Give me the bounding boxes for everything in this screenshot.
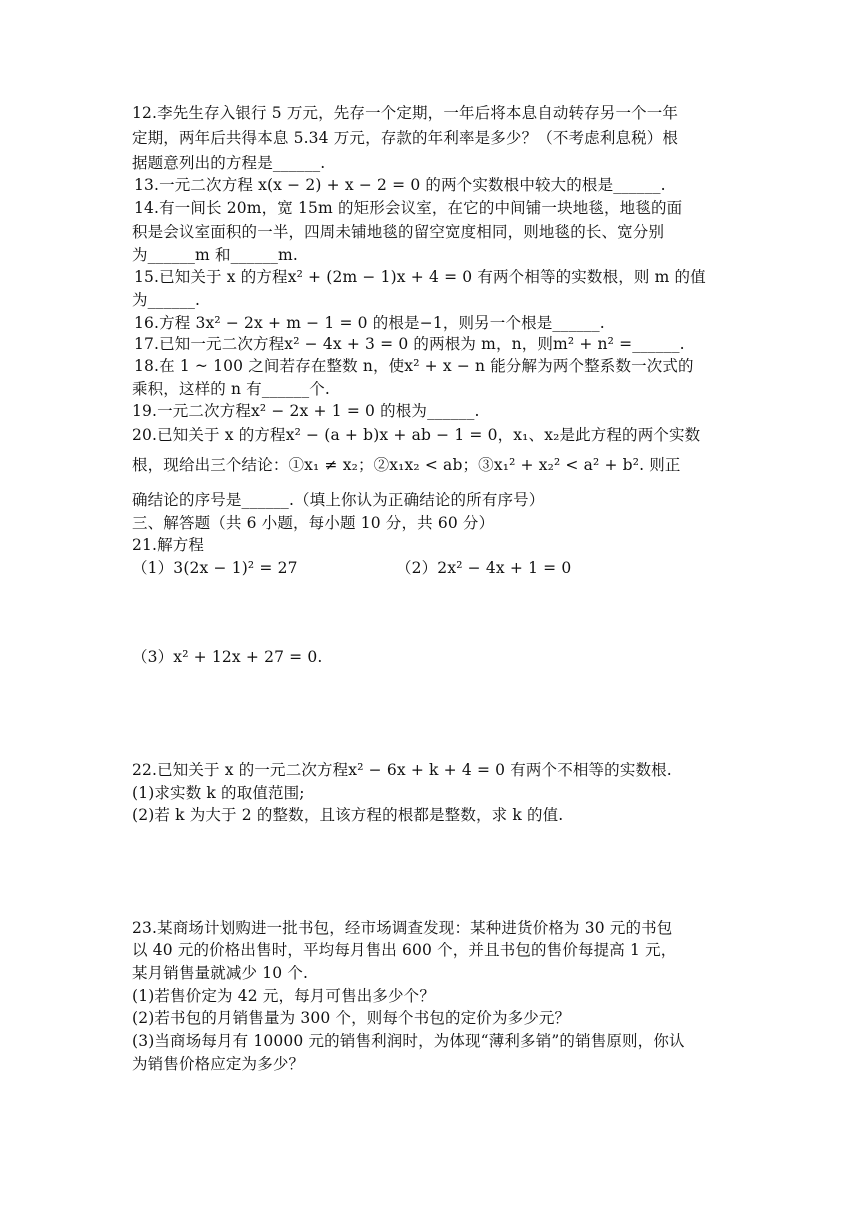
q22-part-2: (2)若 k 为大于 2 的整数，且该方程的根都是整数，求 k 的值.: [132, 806, 564, 824]
q21-part-1: （1）3(2x − 1)² = 27: [132, 559, 298, 577]
q22-line-1: 22.已知关于 x 的一元二次方程x² − 6x + k + 4 = 0 有两个不相等的实数根.: [132, 761, 672, 779]
q22-part-1: (1)求实数 k 的取值范围;: [132, 784, 305, 802]
q12-line-2: 定期，两年后共得本息 5.34 万元，存款的年利率是多少？（不考虑利息税）根: [132, 129, 679, 147]
q23-part-3-line-1: (3)当商场每月有 10000 元的销售利润时，为体现“薄利多销”的销售原则，你认: [132, 1032, 685, 1050]
q17-line-1: 17.已知一元二次方程x² − 4x + 3 = 0 的两根为 m，n，则m² + n² =______.: [134, 335, 685, 353]
q18-line-1: 18.在 1 ~ 100 之间若存在整数 n，使x² + x − n 能分解为两个整系数一次式的: [134, 357, 694, 375]
q23-line-2: 以 40 元的价格出售时，平均每月售出 600 个，并且书包的售价每提高 1 元，: [132, 941, 677, 959]
q20-line-3: 确结论的序号是______.（填上你认为正确结论的所有序号）: [132, 491, 545, 509]
q18-line-2: 乘积，这样的 n 有______个.: [132, 380, 330, 398]
q23-line-1: 23.某商场计划购进一批书包，经市场调查发现：某种进货价格为 30 元的书包: [132, 919, 673, 937]
q14-line-3: 为______m 和______m.: [132, 246, 298, 264]
q19-line-1: 19.一元二次方程x² − 2x + 1 = 0 的根为______.: [132, 402, 480, 420]
q21-part-2: （2）2x² − 4x + 1 = 0: [396, 559, 572, 577]
q13-line-1: 13.一元二次方程 x(x − 2) + x − 2 = 0 的两个实数根中较大的根是______.: [134, 176, 666, 194]
q23-line-3: 某月销售量就减少 10 个.: [132, 964, 309, 982]
q15-line-1: 15.已知关于 x 的方程x² + (2m − 1)x + 4 = 0 有两个相等的实数根，则 m 的值: [134, 268, 706, 286]
q14-line-2: 积是会议室面积的一半，四周未铺地毯的留空宽度相同，则地毯的长、宽分别: [132, 223, 665, 241]
q23-part-2: (2)若书包的月销售量为 300 个，则每个书包的定价为多少元？: [132, 1009, 571, 1027]
q20-line-2: 根，现给出三个结论：①x₁ ≠ x₂；②x₁x₂ < ab；③x₁² + x₂² < a² + b². 则正: [132, 456, 681, 474]
q15-line-2: 为______.: [132, 291, 201, 309]
section-three-heading: 三、解答题（共 6 小题，每小题 10 分，共 60 分）: [132, 514, 495, 532]
q12-line-3: 据题意列出的方程是______.: [132, 154, 326, 172]
q16-line-1: 16.方程 3x² − 2x + m − 1 = 0 的根是−1，则另一个根是______.: [134, 314, 605, 332]
q23-part-3-line-2: 为销售价格应定为多少？: [132, 1055, 305, 1073]
q23-part-1: (1)若售价定为 42 元，每月可售出多少个？: [132, 987, 435, 1005]
q20-line-1: 20.已知关于 x 的方程x² − (a + b)x + ab − 1 = 0，x₁、x₂是此方程的两个实数: [132, 426, 701, 444]
q21-part-3: （3）x² + 12x + 27 = 0.: [132, 648, 323, 666]
q14-line-1: 14.有一间长 20m，宽 15m 的矩形会议室，在它的中间铺一块地毯，地毯的面: [134, 199, 683, 217]
q21-title: 21.解方程: [132, 536, 205, 554]
q12-line-1: 12.李先生存入银行 5 万元，先存一个定期，一年后将本息自动转存另一个一年: [132, 104, 679, 122]
